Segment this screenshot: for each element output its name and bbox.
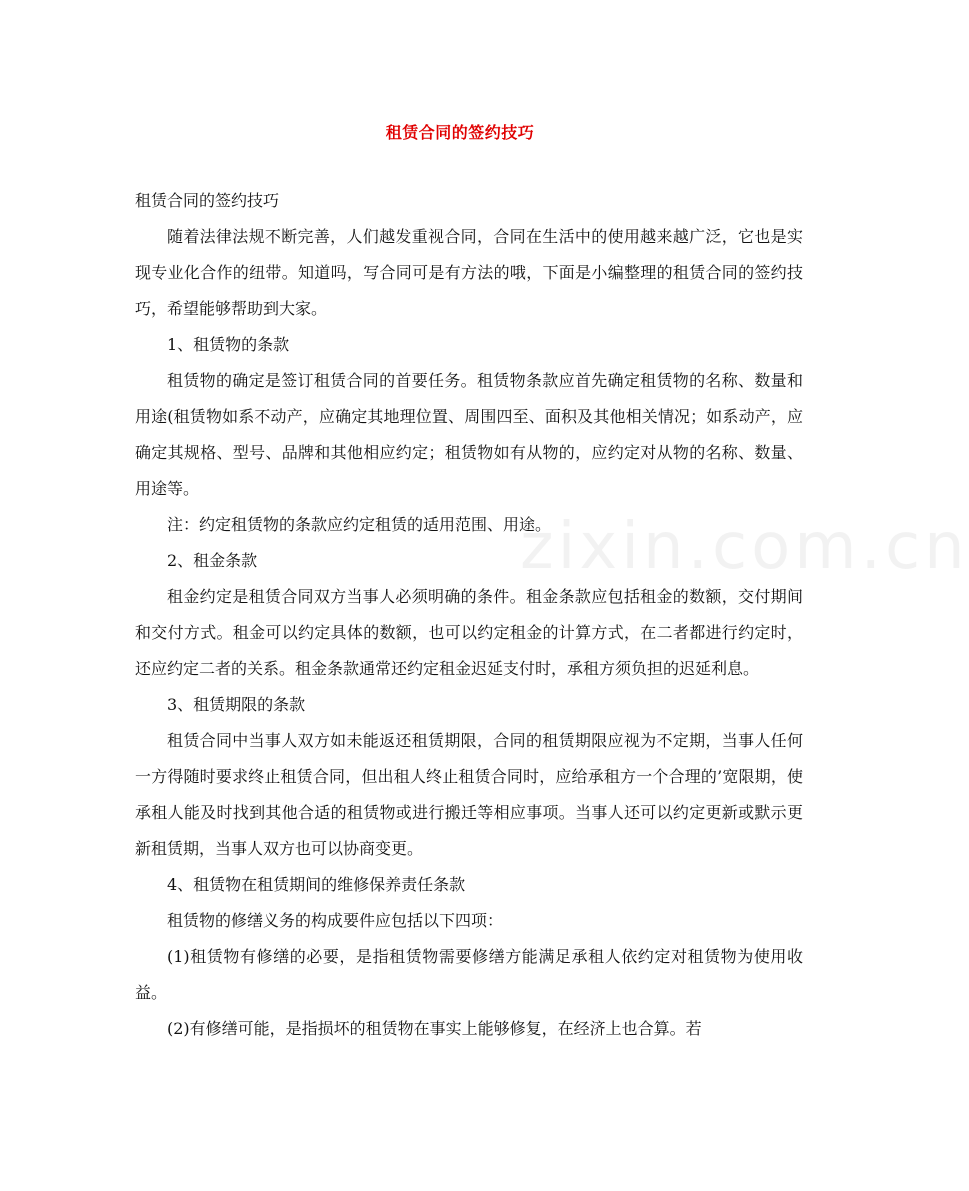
paragraph: 租赁合同的签约技巧 [135, 191, 280, 210]
paragraph: 租赁合同中当事人双方如未能返还租赁期限，合同的租赁期限应视为不定期，当事人任何一方得随时要求终止租赁合同，但出租人终止租赁合同时，应给承租方一个合理的’宽限期，使承租人能及时找到其他合适的租赁物或进行搬迁等相应事项。当事人还可以约定更新或默示更新租赁期，当事人双方也可以协商变更。 [135, 731, 803, 858]
paragraph: 租赁物的修缮义务的构成要件应包括以下四项： [167, 911, 504, 930]
paragraph: (2)有修缮可能，是指损坏的租赁物在事实上能够修复，在经济上也合算。若 [167, 1019, 702, 1038]
watermark: zixin.com.cn [520, 510, 969, 584]
document-title: 租赁合同的签约技巧 [385, 123, 535, 142]
document-body [135, 183, 803, 1047]
paragraph: 2、租金条款 [167, 551, 258, 570]
paragraph: 1、租赁物的条款 [167, 335, 290, 354]
paragraph: 注：约定租赁物的条款应约定租赁的适用范围、用途。 [167, 515, 552, 534]
paragraph: 租赁物的确定是签订租赁合同的首要任务。租赁物条款应首先确定租赁物的名称、数量和用途(租赁物如系不动产，应确定其地理位置、周围四至、面积及其他相关情况；如系动产，应确定其规格、型号、品牌和其他相应约定；租赁物如有从物的，应约定对从物的名称、数量、用途等。 [135, 371, 803, 498]
paragraph: 租金约定是租赁合同双方当事人必须明确的条件。租金条款应包括租金的数额，交付期间和交付方式。租金可以约定具体的数额，也可以约定租金的计算方式，在二者都进行约定时，还应约定二者的关系。租金条款通常还约定租金迟延支付时，承租方须负担的迟延利息。 [135, 587, 803, 678]
paragraph: (1)租赁物有修缮的必要，是指租赁物需要修缮方能满足承租人依约定对租赁物为使用收益。 [135, 947, 803, 1002]
paragraph: 随着法律法规不断完善，人们越发重视合同，合同在生活中的使用越来越广泛，它也是实现专业化合作的纽带。知道吗，写合同可是有方法的哦，下面是小编整理的租赁合同的签约技巧，希望能够帮助到大家。 [135, 227, 803, 318]
paragraph: 4、租赁物在租赁期间的维修保养责任条款 [167, 875, 466, 894]
paragraph: 3、租赁期限的条款 [167, 695, 306, 714]
